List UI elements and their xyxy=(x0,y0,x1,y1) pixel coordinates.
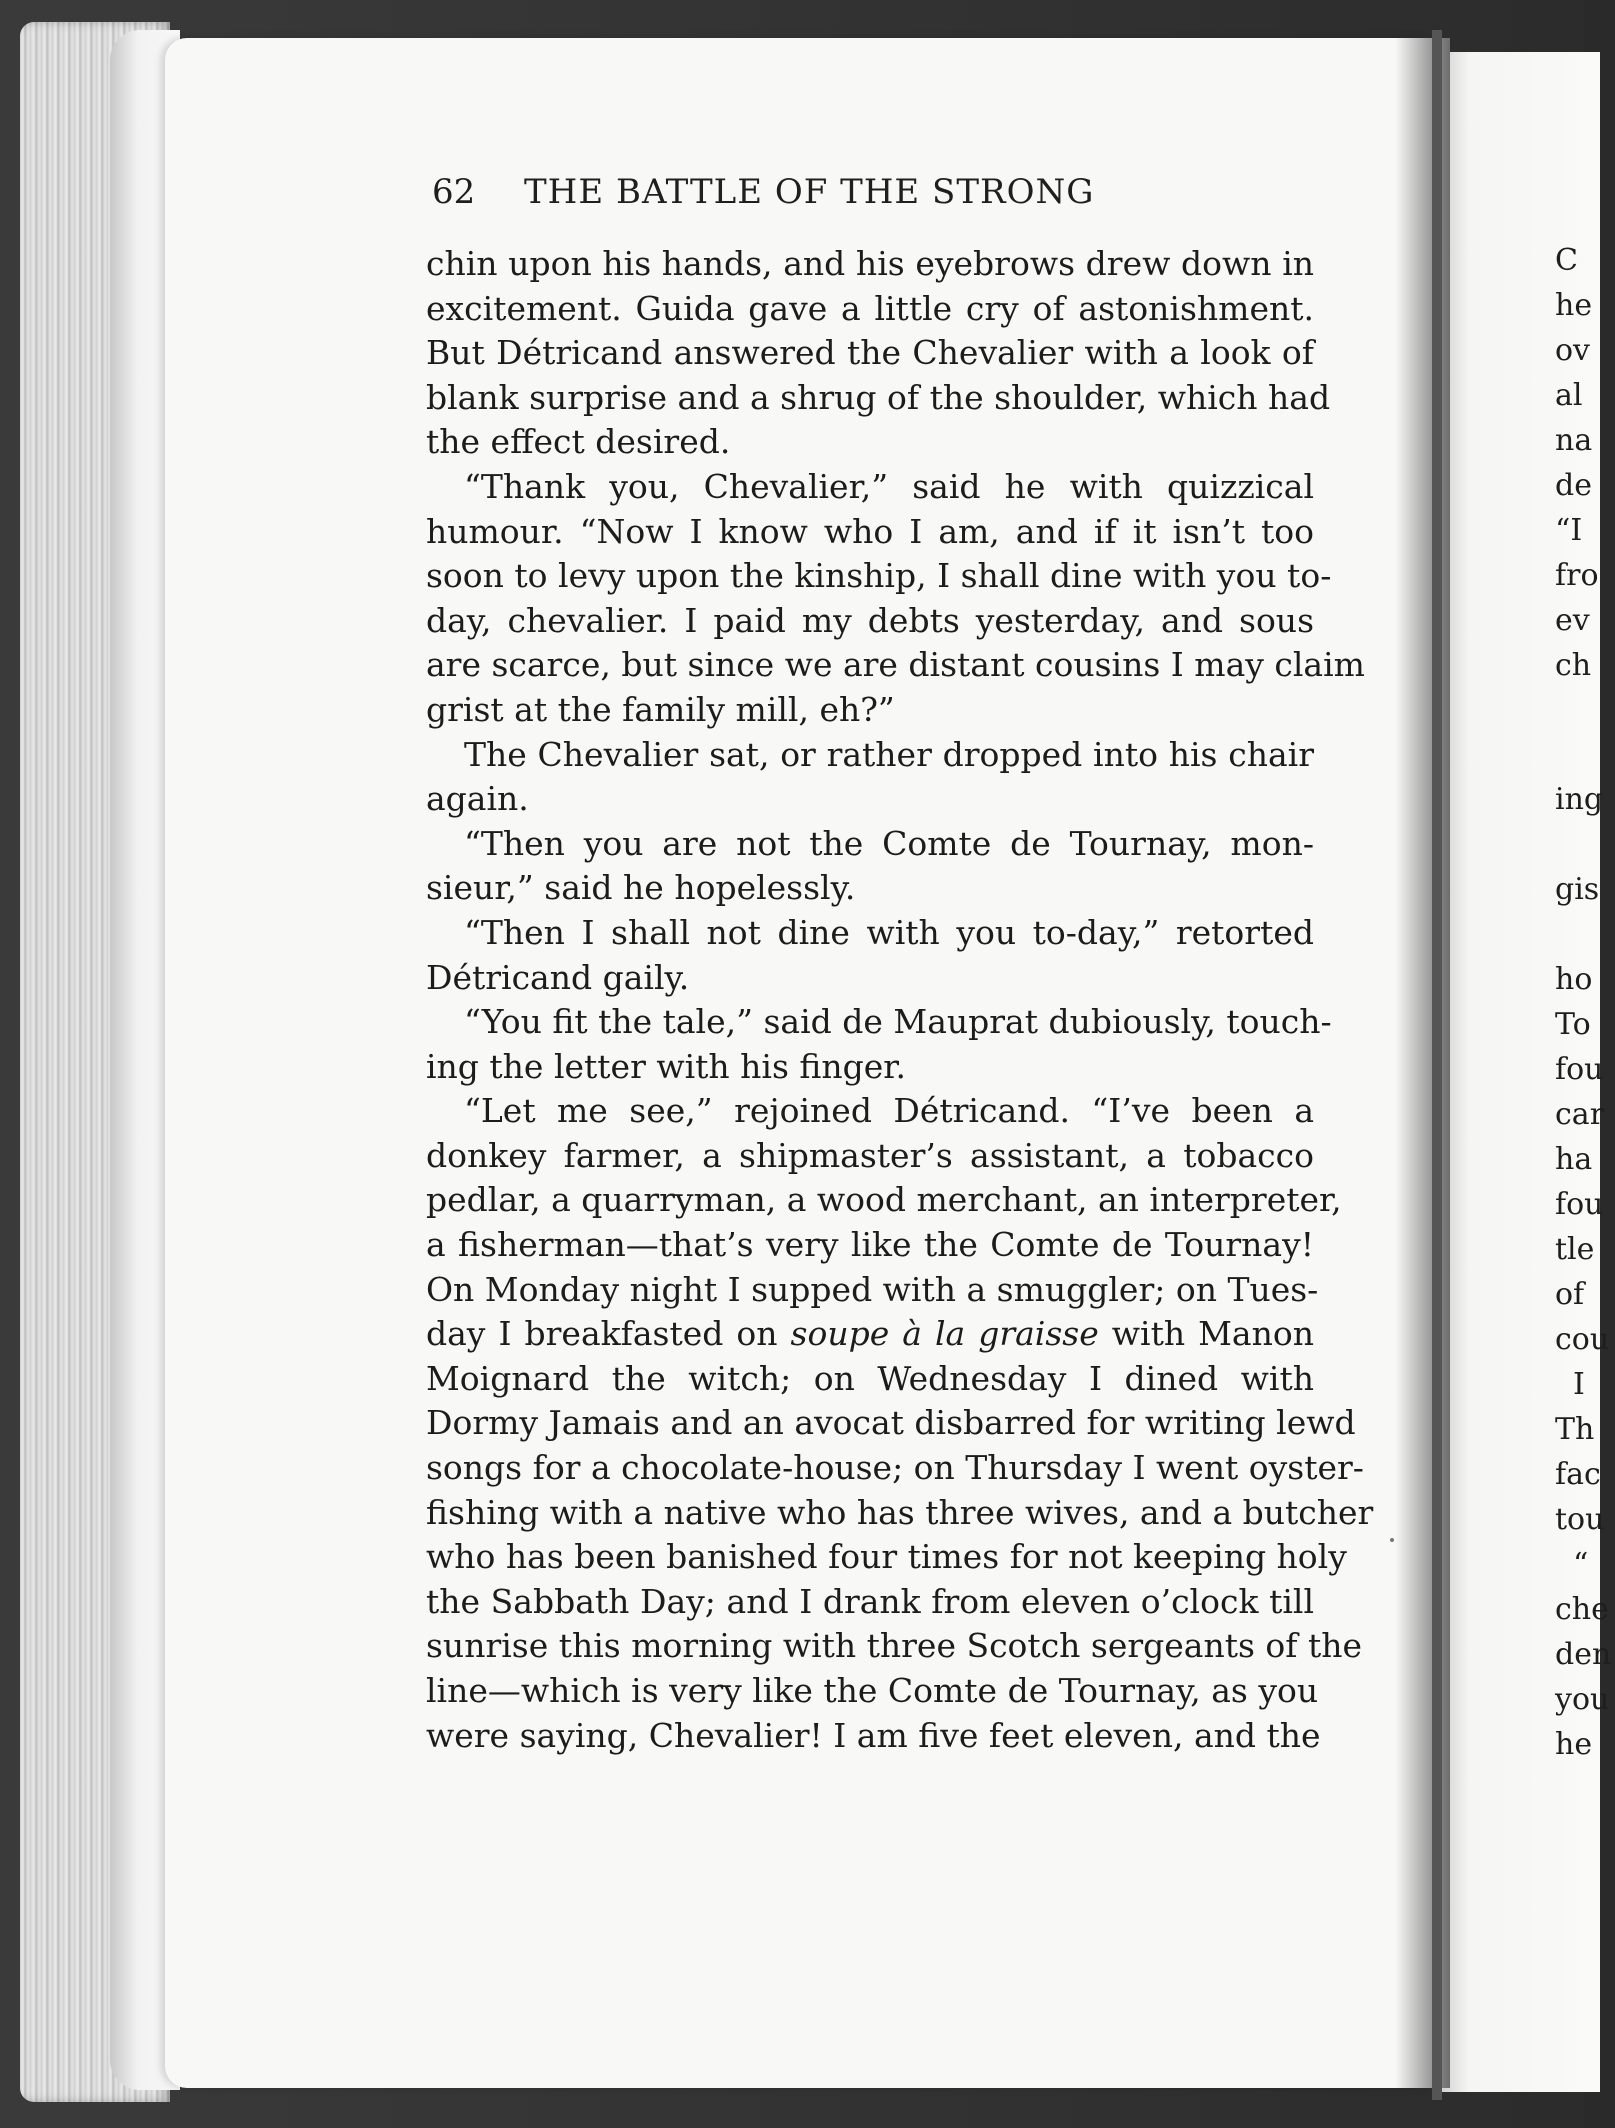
text-line: songs for a chocolate-house; on Thursday I went oyster- xyxy=(426,1448,1364,1488)
right-fragment: de xyxy=(1555,468,1592,503)
text-line: ing the letter with his finger. xyxy=(426,1046,906,1086)
right-fragment: fac xyxy=(1555,1457,1601,1492)
text-line: pedlar, a quarryman, a wood merchant, an interpreter, xyxy=(426,1180,1342,1220)
text-run: day I breakfasted on xyxy=(426,1314,778,1354)
right-fragment: tou xyxy=(1555,1502,1605,1537)
text-line: sunrise this morning with three Scotch sergeants of the xyxy=(426,1626,1363,1666)
right-fragment: “I xyxy=(1555,513,1583,548)
text-line: again. xyxy=(426,779,529,819)
right-fragment: you xyxy=(1555,1682,1610,1717)
right-fragment: of xyxy=(1555,1277,1585,1312)
right-fragment: I xyxy=(1573,1367,1585,1402)
text-line: line—which is very like the Comte de Tournay, as you xyxy=(426,1671,1319,1710)
right-fragment: fou xyxy=(1555,1052,1604,1087)
page-number: 62 xyxy=(432,172,476,212)
text-line: Moignard the witch; on Wednesday I dined with xyxy=(426,1358,1314,1398)
text-line: day, chevalier. I paid my debts yesterday, and sous xyxy=(426,600,1314,640)
text-line: “Let me see,” rejoined Détricand. “I’ve been a xyxy=(464,1091,1314,1131)
right-fragment: ch xyxy=(1555,648,1592,683)
text-line: donkey farmer, a shipmaster’s assistant, a tobacco xyxy=(426,1135,1314,1175)
right-fragment: na xyxy=(1555,423,1593,458)
right-fragment: al xyxy=(1555,378,1583,413)
text-line: were saying, Chevalier! I am five feet eleven, and the xyxy=(426,1715,1321,1755)
text-line: On Monday night I supped with a smuggler; on Tues- xyxy=(426,1269,1319,1309)
text-line: soon to levy upon the kinship, I shall dine with you to- xyxy=(426,556,1332,596)
gutter-fold xyxy=(1432,30,1442,2100)
right-fragment: ha xyxy=(1555,1142,1593,1177)
right-fragment: To xyxy=(1555,1007,1591,1042)
text-line: chin upon his hands, and his eyebrows drew down in xyxy=(426,244,1314,283)
text-line: humour. “Now I know who I am, and if it isn’t too xyxy=(426,511,1314,551)
body-text xyxy=(426,242,1374,1758)
running-title: THE BATTLE OF THE STRONG xyxy=(524,172,1095,212)
text-run: with Manon xyxy=(1111,1314,1314,1354)
right-fragment: tle xyxy=(1555,1232,1595,1267)
text-line: “Then I shall not dine with you to-day,” retorted xyxy=(464,912,1314,952)
text-line: the effect desired. xyxy=(426,422,731,462)
text-line-mixed xyxy=(426,1312,1314,1357)
text-line: excitement. Guida gave a little cry of astonishment. xyxy=(426,288,1314,328)
right-fragment: fro xyxy=(1555,558,1599,593)
text-line: are scarce, but since we are distant cousins I may claim xyxy=(426,645,1365,685)
right-fragment: den xyxy=(1555,1637,1612,1672)
text-line: “Thank you, Chevalier,” said he with quizzical xyxy=(464,466,1314,506)
right-fragment: Th xyxy=(1555,1412,1595,1447)
right-fragment: car xyxy=(1555,1097,1605,1132)
text-line: grist at the family mill, eh?” xyxy=(426,689,895,729)
text-line: Détricand gaily. xyxy=(426,957,690,997)
italic-phrase: soupe à la graisse xyxy=(790,1314,1099,1354)
right-fragment: ho xyxy=(1555,962,1593,997)
right-fragment: ing xyxy=(1555,782,1604,817)
right-fragment: he xyxy=(1555,1727,1593,1762)
right-fragment: he xyxy=(1555,288,1593,323)
right-fragment: che xyxy=(1555,1592,1609,1627)
text-line: fishing with a native who has three wives, and a butcher xyxy=(426,1492,1374,1532)
text-line: who has been banished four times for not keeping holy xyxy=(426,1537,1347,1577)
paper-speck xyxy=(1390,1538,1394,1542)
right-fragment: cou xyxy=(1555,1322,1610,1357)
right-fragment: “ xyxy=(1573,1547,1589,1582)
right-fragment: fou xyxy=(1555,1187,1604,1222)
text-line: But Détricand answered the Chevalier with a look of xyxy=(426,333,1314,373)
text-line: The Chevalier sat, or rather dropped into his chair xyxy=(464,734,1314,774)
text-line: Dormy Jamais and an avocat disbarred for writing lewd xyxy=(426,1403,1356,1443)
text-line: the Sabbath Day; and I drank from eleven o’clock till xyxy=(426,1581,1314,1621)
right-fragment: gis xyxy=(1555,872,1600,907)
text-line: “Then you are not the Comte de Tournay, mon- xyxy=(464,823,1314,863)
text-line: a fisherman—that’s very like the Comte de Tournay! xyxy=(426,1225,1314,1265)
text-line: blank surprise and a shrug of the shoulder, which had xyxy=(426,377,1331,417)
right-fragment: ov xyxy=(1555,333,1591,368)
right-fragment: ev xyxy=(1555,603,1590,638)
text-line: “You fit the tale,” said de Mauprat dubiously, touch- xyxy=(464,1002,1332,1042)
text-line: sieur,” said he hopelessly. xyxy=(426,868,856,908)
right-fragment: C xyxy=(1555,243,1578,278)
page-header xyxy=(432,172,1312,212)
